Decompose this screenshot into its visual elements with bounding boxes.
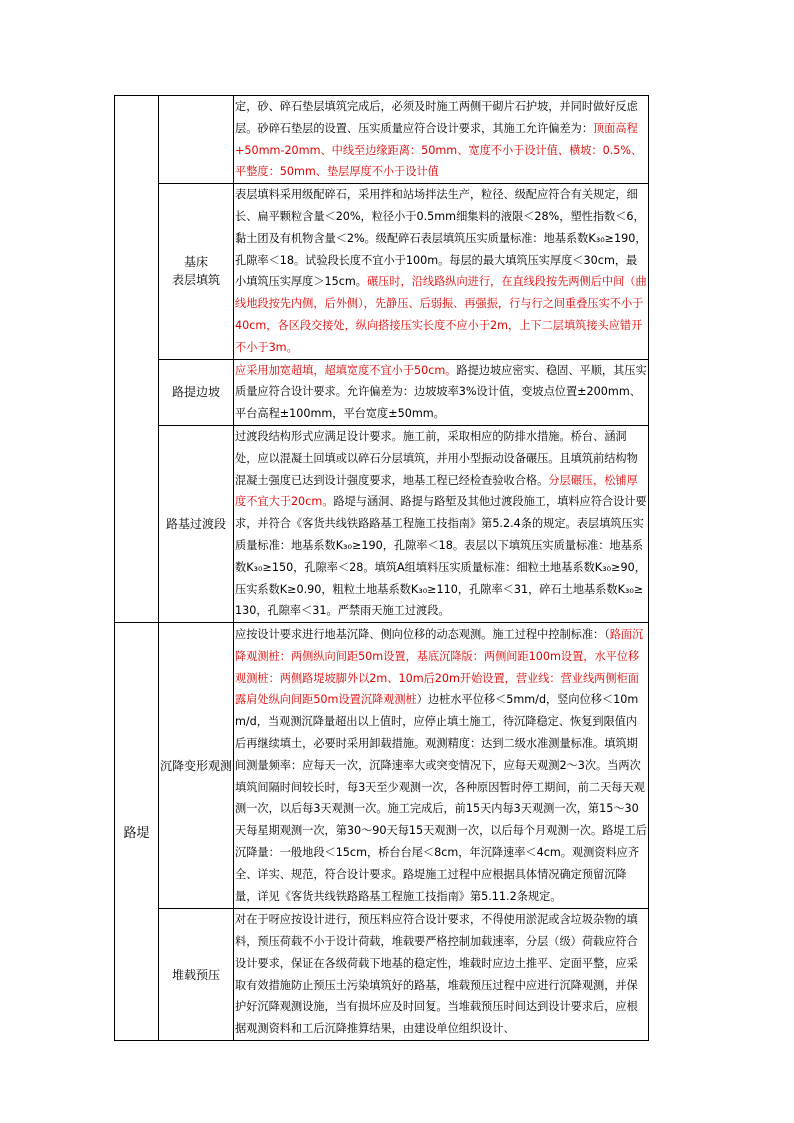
group-label: 路堤 bbox=[123, 826, 150, 842]
body-text: 定，砂、碎石垫层填筑完成后，必须及时施工两侧干砌片石护坡，并同时做好反虑层。砂碎石垫层的设置、压实质量应符合设计要求，其施工允许偏差为： bbox=[235, 100, 638, 135]
body-text: 应按设计要求进行地基沉降、侧向位移的动态观测。施工过程中控制标准：（ bbox=[235, 627, 610, 641]
body-text: 路堤与涵洞、路提与路堑及其他过渡段施工，填料应符合设计要求，并符合《客货共线铁路路基工程施工技指南》第5.2.4条的规定。表层填筑压实质量标准：地基系数K₃₀≥190，孔隙率＜18。表层以下填筑压实质量标准：地基系数K₃₀≥150，孔隙率＜28。填筑A组填料压实质量标准：细粒土地基系数K₃₀≥90，压实系数K≥0.90，粗粒土地基系数K₃₀≥110，孔隙率＜31，碎石土地基系数K₃₀≥130，孔隙率＜31。严禁雨天施工过渡段。 bbox=[235, 495, 647, 618]
table-row bbox=[115, 359, 649, 425]
label-cell bbox=[159, 623, 234, 909]
row-label: 表层填筑 bbox=[171, 273, 220, 288]
table-row bbox=[115, 623, 649, 909]
label-cell bbox=[159, 909, 234, 1041]
body-text: 表层填料采用级配碎石，采用拌和站场拌法生产，粒径、级配应符合有关规定，细长、扁平颗粒含量＜20%，粒径小于0.5mm细集料的液限＜28%，塑性指数＜6，黏土团及有机物含量＜2%。级配碎石表层填筑压实质量标准：地基系数K₃₀≥190，孔隙率＜18。试验段长度不宜小于100m。每层的最大填筑压实厚度＜30cm，最小填筑压实厚度＞15cm。 bbox=[235, 188, 647, 289]
label-cell bbox=[159, 359, 234, 425]
body-text: 路提边坡应密实、稳固、平顺，其压实质量应符合设计要求。允许偏差为：边坡坡率3%设计值，变坡点位置±200mm、平台高程±100mm，平台宽度±50mm。 bbox=[235, 363, 647, 421]
description-cell bbox=[234, 623, 649, 909]
spec-table bbox=[114, 95, 649, 1041]
highlight-text: 应采用加宽超填，超填宽度不宜小于50cm。 bbox=[235, 363, 457, 377]
row-label: 路提边坡 bbox=[171, 385, 220, 400]
description-cell bbox=[234, 359, 649, 425]
description-cell bbox=[234, 425, 649, 622]
label-cell bbox=[159, 184, 234, 359]
label-cell-bed-top bbox=[159, 96, 234, 184]
body-text: ）边桩水平位移＜5mm/d，竖向位移＜10mm/d，当观测沉降量超出以上值时，应停止填土施工，待沉降稳定、恢复到限值内后再继续填土，必要时采用卸载措施。观测精度：达到二级水准测量标准。填筑期间测量频率：应每天一次，沉降速率大或突变情况下，应每天观测2～3次。当两次填筑间隔时间较长时，每3天至少观测一次，各种原因暂时停工期间，前二天每天观测一次，以后每3天观测一次。施工完成后，前15天内每3天观测一次，第15～30天每星期观测一次，第30～90天每15天观测一次，以后每个月观测一次。路堤工后沉降量：一般地段＜15cm，桥台台尾＜8cm，年沉降速率＜4cm。观测资料应齐全、详实、规范，符合设计要求。路堤施工过程中应根据具体情况确定预留沉降量，详见《客货共线铁路路基工程施工技指南》第5.11.2条规定。 bbox=[235, 693, 647, 903]
highlight-text: 路面沉降观测桩：两侧纵向间距50m设置，基底沉降版：两侧间距100m设置，水平位移观测桩：两侧路堤坡脚外以2m、10m后20m开始设置，营业线：营业线两侧柜面露肩处纵向间距50m设置沉降观测桩 bbox=[235, 627, 644, 707]
highlight-text: 分层碾压，松铺厚度不宜大于20cm。 bbox=[235, 473, 638, 509]
row-label: 沉降变形观测 bbox=[159, 758, 232, 773]
label-cell bbox=[159, 425, 234, 622]
row-label: 路基过渡段 bbox=[165, 517, 226, 532]
body-text: 对在于呀应按设计进行，预压料应符合设计要求，不得使用淤泥或含垃圾杂物的填料，预压荷载不小于设计荷载，堆载要严格控制加载速率，分层（级）荷载应符合设计要求，保证在各级荷载下地基的稳定性，堆载时应边土推平、定面平整，应采取有效措施防止预压土污染填筑好的路基，堆载预压过程中应进行沉降观测，并保护好沉降观测设施，当有损坏应及时回复。当堆载预压时间达到设计要求后，应根据观测资料和工后沉降推算结果，由建设单位组织设计、 bbox=[235, 913, 638, 1036]
group-cell bbox=[115, 623, 159, 1041]
description-cell bbox=[234, 184, 649, 359]
table-row bbox=[115, 184, 649, 359]
row-label: 堆载预压 bbox=[171, 967, 220, 982]
table-row bbox=[115, 425, 649, 622]
group-cell-upper bbox=[115, 96, 159, 623]
highlight-text: 碾压时，沿线路纵向进行，在直线段按先两侧后中间（曲线地段按先内侧，后外侧），先静压、后弱振、再强振，行与行之间重叠压实不小于40cm，各区段交接处，纵向搭接压实长度不应小于2m，上下二层填筑接头应错开不小于3m。 bbox=[235, 275, 647, 354]
table-row bbox=[115, 909, 649, 1041]
body-text: 过渡段结构形式应满足设计要求。施工前，采取相应的防排水措施。桥台、涵洞处，应以混凝土回填或以碎石分层填筑，并用小型振动设备碾压。且填筑前结构物混凝土强度已达到设计强度要求，地基工程已经检查验收合格。 bbox=[235, 429, 638, 487]
description-cell bbox=[234, 96, 649, 184]
highlight-text: 顶面高程+50mm-20mm、中线至边缘距离：50mm、宽度不小于设计值、横坡：0.5%、平整度：50mm、垫层厚度不小于设计值 bbox=[235, 121, 643, 179]
table-row bbox=[115, 96, 649, 184]
description-cell bbox=[234, 909, 649, 1041]
row-label: 基床 bbox=[183, 255, 208, 270]
